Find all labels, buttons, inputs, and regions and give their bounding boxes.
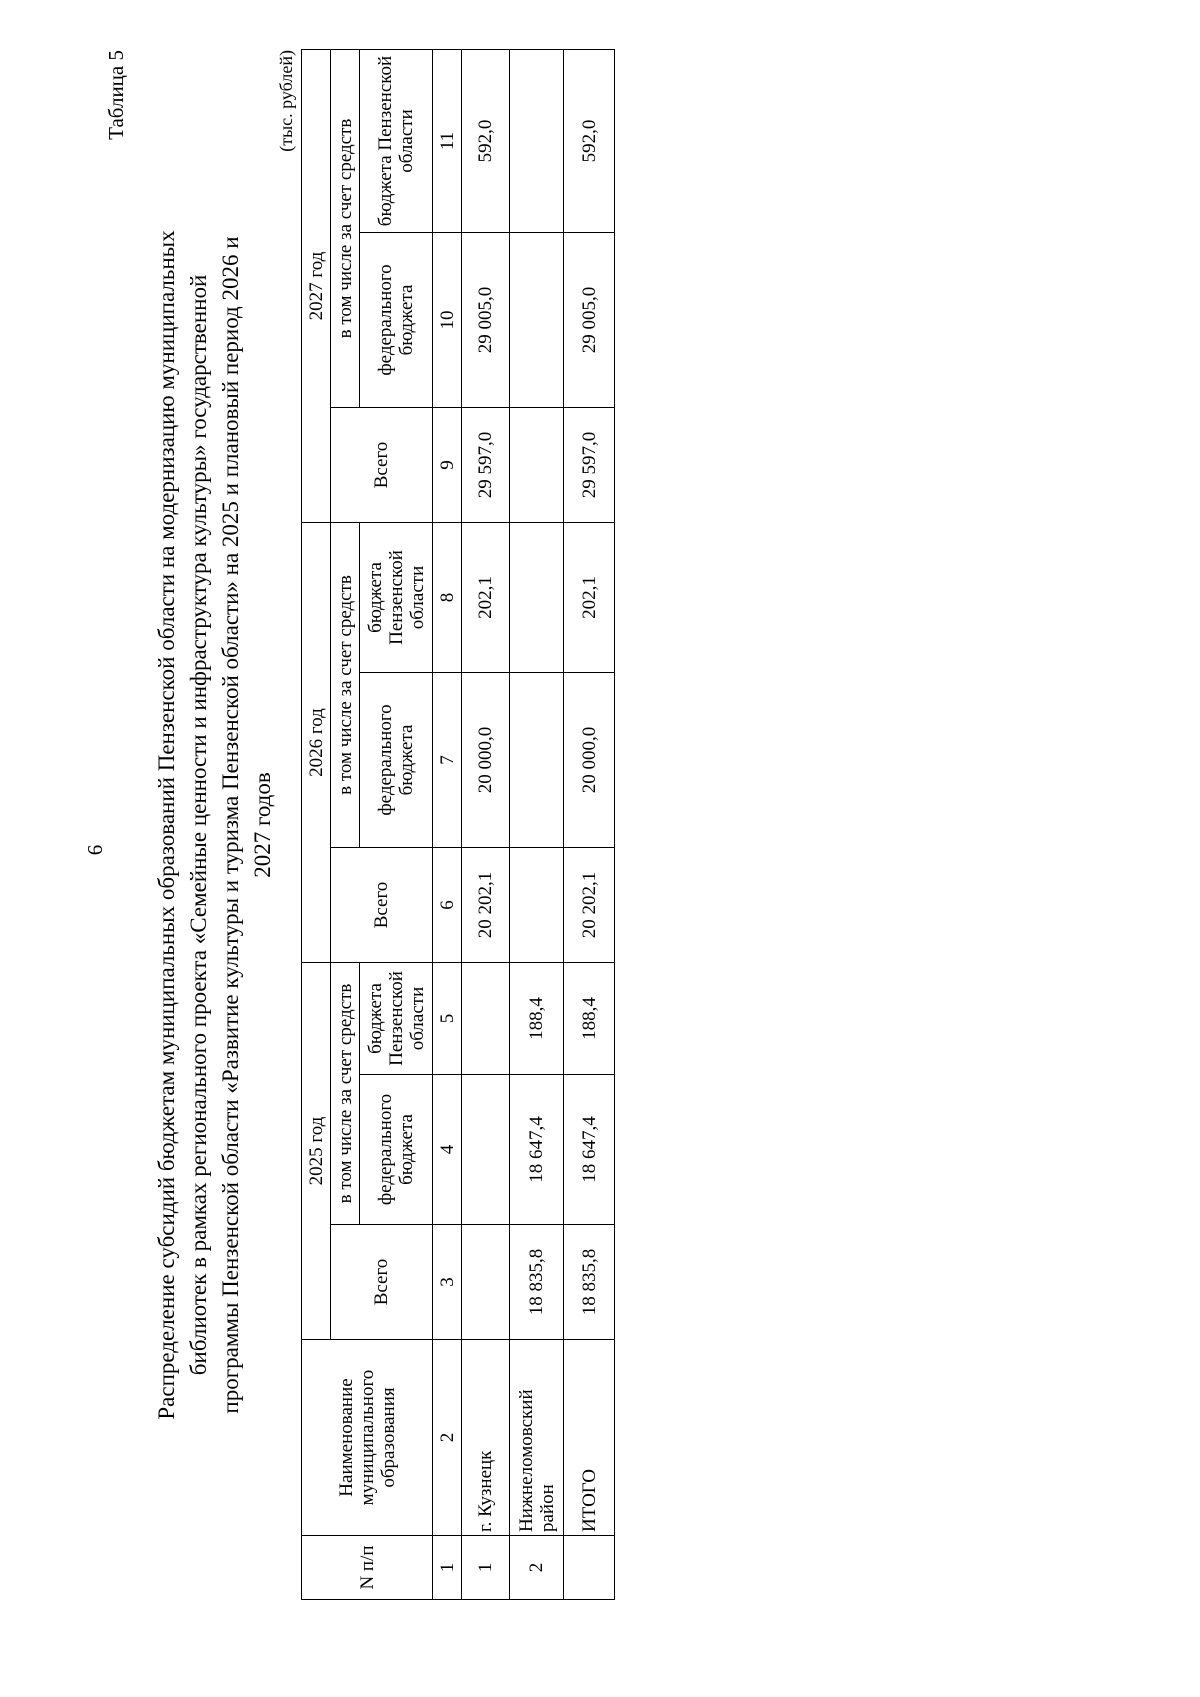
cell-2025-federal (462, 1075, 510, 1225)
header-year-2025: 2025 год (302, 963, 331, 1340)
title-line: 2027 годов (250, 772, 275, 878)
cell-2025-total: 18 835,8 (510, 1225, 564, 1340)
header-regional-2026: бюджета Пензенской области (360, 523, 433, 673)
cell-2026-regional (510, 523, 564, 673)
table-row-total (564, 50, 615, 1600)
cell-2025-regional (462, 963, 510, 1075)
rotated-page-content (104, 50, 624, 1600)
header-including-2026: в том числе за счет средств (331, 523, 360, 848)
title-line: библиотек в рамках регионального проекта «Семейные ценности и инфраструктура культуры» государственной (186, 274, 211, 1376)
cell-2025-regional: 188,4 (564, 963, 615, 1075)
cell-2026-regional: 202,1 (462, 523, 510, 673)
row-number: 2 (510, 1536, 564, 1600)
row-municipality-name: ИТОГО (564, 1340, 615, 1536)
header-number: N п/п (302, 1536, 433, 1600)
header-federal-2025: федерального бюджета (360, 1075, 433, 1225)
column-number-cell: 10 (433, 233, 462, 408)
cell-2026-federal: 20 000,0 (462, 673, 510, 848)
cell-2026-total: 20 202,1 (462, 848, 510, 963)
column-number-cell: 6 (433, 848, 462, 963)
cell-2027-total: 29 597,0 (564, 408, 615, 523)
cell-2026-total (510, 848, 564, 963)
cell-2026-total: 20 202,1 (564, 848, 615, 963)
document-title (151, 50, 279, 1600)
column-number-cell: 3 (433, 1225, 462, 1340)
row-number (564, 1536, 615, 1600)
header-regional-2025: бюджета Пензенской области (360, 963, 433, 1075)
row-municipality-name: Нижнеломовский район (510, 1340, 564, 1536)
cell-2027-total (510, 408, 564, 523)
cell-2025-total (462, 1225, 510, 1340)
column-number-cell: 5 (433, 963, 462, 1075)
cell-2027-regional: 592,0 (564, 50, 615, 233)
cell-2027-regional: 592,0 (462, 50, 510, 233)
column-number-cell: 7 (433, 673, 462, 848)
cell-2025-federal: 18 647,4 (510, 1075, 564, 1225)
cell-2026-regional: 202,1 (564, 523, 615, 673)
page-number: 6 (83, 844, 107, 856)
cell-2026-federal: 20 000,0 (564, 673, 615, 848)
title-line: Распределение субсидий бюджетам муниципальных образований Пензенской области на модернизацию муниципальных (154, 230, 179, 1420)
row-number: 1 (462, 1536, 510, 1600)
column-number-cell: 8 (433, 523, 462, 673)
table-row (462, 50, 510, 1600)
table-row (510, 50, 564, 1600)
header-total-2026: Всего (331, 848, 433, 963)
units-label: (тыс. рублей) (276, 50, 296, 152)
header-total-2025: Всего (331, 1225, 433, 1340)
column-number-cell: 4 (433, 1075, 462, 1225)
cell-2027-total: 29 597,0 (462, 408, 510, 523)
row-municipality-name: г. Кузнецк (462, 1340, 510, 1536)
column-number-cell: 1 (433, 1536, 462, 1600)
title-line: программы Пензенской области «Развитие культуры и туризма Пензенской области» на 2025 и плановый период 2026 и (218, 236, 243, 1414)
cell-2027-federal (510, 233, 564, 408)
header-total-2027: Всего (331, 408, 433, 523)
subsidy-table (301, 49, 615, 1600)
table-label: Таблица 5 (104, 50, 128, 140)
header-regional-2027: бюджета Пензенской области (360, 50, 433, 233)
header-federal-2027: федерального бюджета (360, 233, 433, 408)
header-year-2026: 2026 год (302, 523, 331, 963)
header-including-2027: в том числе за счет средств (331, 50, 360, 408)
header-municipality-name: Наименование муниципального образования (302, 1340, 433, 1536)
header-federal-2026: федерального бюджета (360, 673, 433, 848)
cell-2027-federal: 29 005,0 (462, 233, 510, 408)
cell-2025-regional: 188,4 (510, 963, 564, 1075)
cell-2027-federal: 29 005,0 (564, 233, 615, 408)
cell-2025-total: 18 835,8 (564, 1225, 615, 1340)
column-number-cell: 2 (433, 1340, 462, 1536)
cell-2026-federal (510, 673, 564, 848)
header-year-2027: 2027 год (302, 50, 331, 523)
header-including-2025: в том числе за счет средств (331, 963, 360, 1225)
cell-2027-regional (510, 50, 564, 233)
column-number-cell: 9 (433, 408, 462, 523)
column-number-cell: 11 (433, 50, 462, 233)
cell-2025-federal: 18 647,4 (564, 1075, 615, 1225)
